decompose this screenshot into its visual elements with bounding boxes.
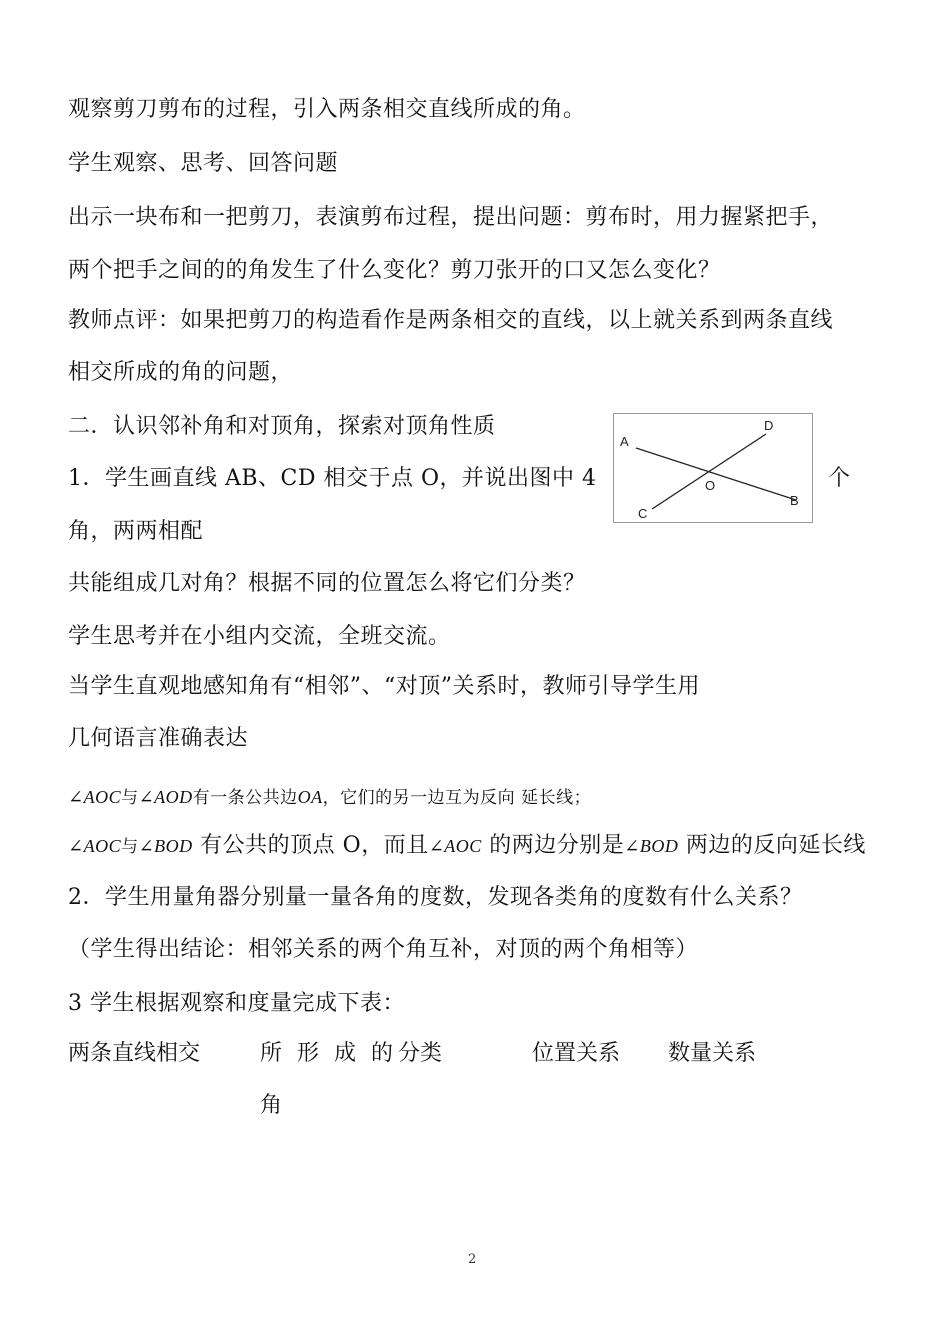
line-13: 几何语言准确表达 [68,726,249,751]
table-col-angles-2: 角 [260,1093,283,1118]
line-9: 角，两两相配 [68,519,204,544]
page-number: 2 [468,1252,477,1267]
label-c: C [638,506,648,521]
line-15 [68,828,866,859]
figure-svg [614,414,812,522]
label-b: B [790,493,799,508]
table-col-position: 位置关系 [532,1041,621,1066]
text-two-sides: 的两边分别是 [481,833,625,858]
table-col-intersect: 两条直线相交 [68,1041,201,1066]
intersecting-lines-figure [613,413,813,523]
angle-aoc-2: ∠AOC [68,836,122,856]
table-col-angles: 所 形 成 的 [260,1041,397,1066]
table-col-quantity: 数量关系 [668,1041,757,1066]
table-col-category: 分类 [398,1041,443,1066]
line-6: 相交所成的角的问题， [68,360,294,385]
section-heading: 二．认识邻补角和对顶角，探索对顶角性质 [68,414,496,439]
line-8-tail: 个 [828,466,851,491]
text-extension-end: 两边的反向延长线 [678,833,866,858]
text-common-side: 有一条公共边 [192,788,298,808]
line-3: 出示一块布和一把剪刀，表演剪布过程，提出问题：剪布时，用力握紧把手， [68,205,834,230]
text-reverse-extension: ，它们的另一边互为反向 延长线； [322,788,592,808]
angle-bod-2: ∠BOD [624,836,679,856]
line-4: 两个把手之间的的角发生了什么变化？剪刀张开的口又怎么变化？ [68,258,721,283]
angle-bod: ∠BOD [138,836,193,856]
line-16: 2．学生用量角器分别量一量各角的度数，发现各类角的度数有什么关系？ [68,885,803,910]
line-cd [652,434,766,509]
line-ab [636,448,796,500]
side-oa: OA [297,787,323,807]
angle-aoc-3: ∠AOC [428,836,482,856]
line-14 [68,783,591,808]
text-common-vertex: 有公共的顶点 O，而且 [192,833,429,858]
line-1: 观察剪刀剪布的过程，引入两条相交直线所成的角。 [68,97,586,122]
line-17: （学生得出结论：相邻关系的两个角互补，对顶的两个角相等） [68,937,699,962]
line-10: 共能组成几对角？根据不同的位置怎么将它们分类？ [68,571,586,596]
label-d: D [764,418,774,433]
angle-aod: ∠AOD [138,787,193,807]
line-8: 1．学生画直线 AB、CD 相交于点 O，并说出图中 4 [68,466,597,491]
line-2: 学生观察、思考、回答问题 [68,151,339,176]
text-and: 与 [121,788,139,808]
line-12: 当学生直观地感知角有“相邻”、“对顶”关系时，教师引导学生用 [68,674,700,699]
label-o: O [705,478,716,493]
line-5: 教师点评：如果把剪刀的构造看作是两条相交的直线，以上就关系到两条直线 [68,308,834,333]
text-and-2: 与 [121,837,139,857]
angle-aoc: ∠AOC [68,787,122,807]
label-a: A [620,434,629,449]
line-11: 学生思考并在小组内交流，全班交流。 [68,624,451,649]
line-18: 3 学生根据观察和度量完成下表： [68,991,405,1016]
